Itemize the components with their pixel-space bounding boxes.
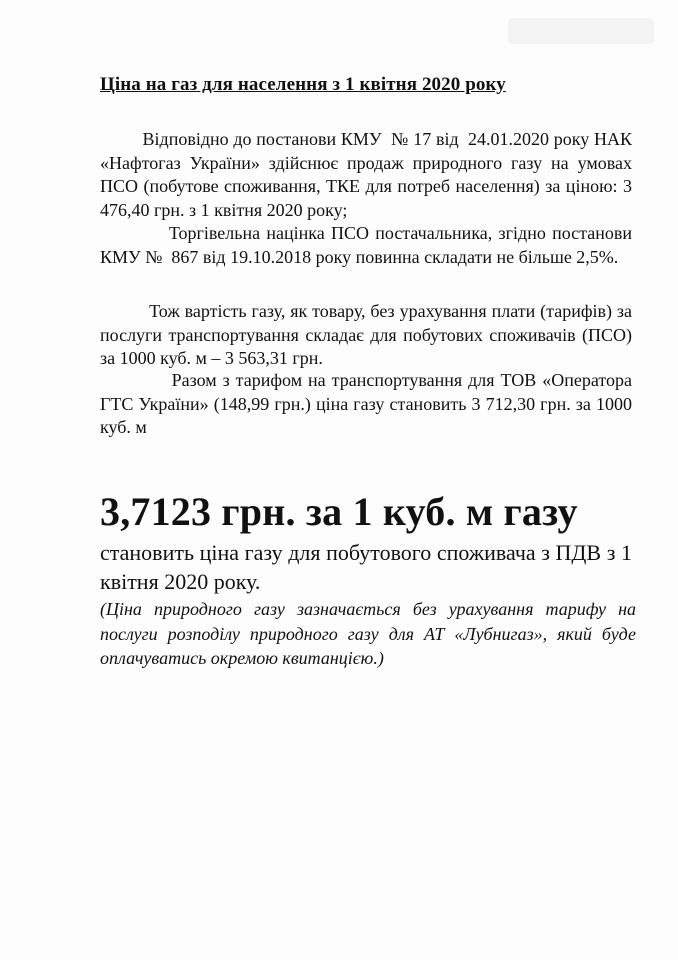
paragraph-resolution: Відповідно до постанови КМУ № 17 від 24.01.2020 року НАК «Нафтогаз України» здійснює продаж природного газу на умовах ПСО (побутове споживання, ТКЕ для потреб населення) за ціною: 3 476,40 грн. з 1 квітня 2020 року; xyxy=(100,129,637,220)
highlight-price: 3,7123 грн. за 1 куб. м газу xyxy=(100,489,578,534)
paragraph-gas-cost: Тож вартість газу, як товару, без урахування плати (тарифів) за послуги транспортування складає для побутових споживачів (ПСО) за 1000 куб. м – 3 563,31 грн. xyxy=(100,301,637,368)
paragraph-markup: Торгівельна націнка ПСО постачальника, згідно постанови КМУ № 867 від 19.10.2018 року повинна складати не більше 2,5%. xyxy=(100,223,637,267)
document-title: Ціна на газ для населення з 1 квітня 2020 року xyxy=(100,74,506,95)
watermark-logo xyxy=(506,14,656,48)
paragraph-transport-tariff: Разом з тарифом на транспортування для ТОВ «Оператора ГТС України» (148,99 грн.) ціна газу становить 3 712,30 грн. за 1000 куб. м xyxy=(100,370,637,437)
italic-note: (Ціна природного газу зазначається без урахування тарифу на послуги розподілу природного газу для АТ «Лубнигаз», який буде оплачуватись окремою квитанцією.) xyxy=(100,599,636,668)
highlight-caption: становить ціна газу для побутового споживача з ПДВ з 1 квітня 2020 року. xyxy=(100,540,632,594)
